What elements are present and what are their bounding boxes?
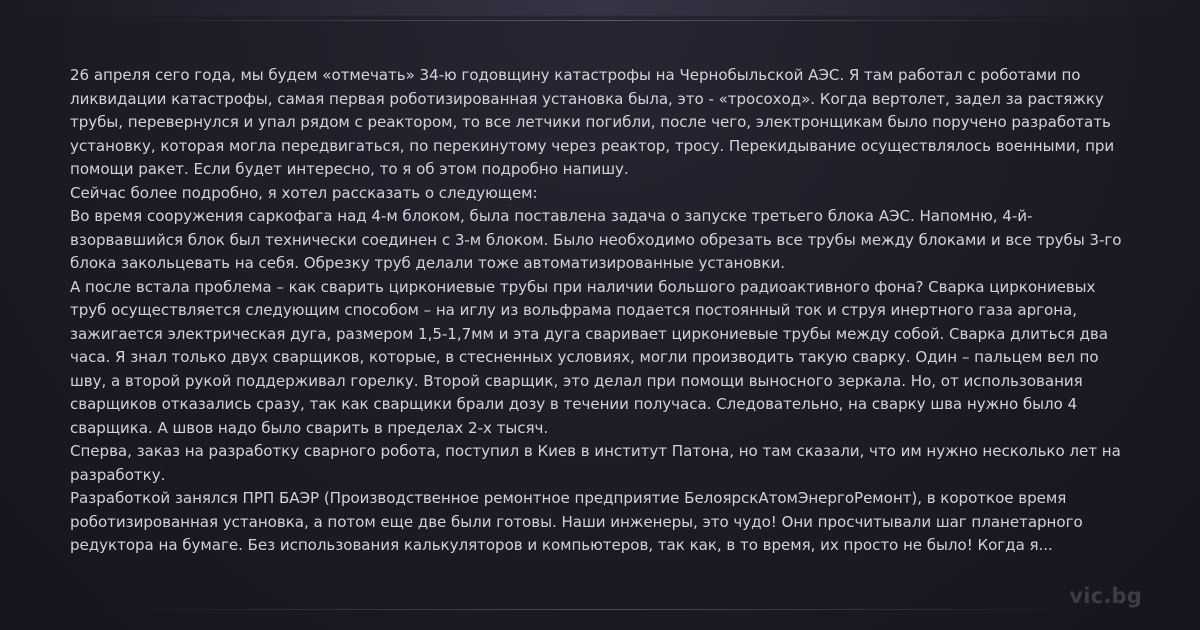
paragraph-3: Во время сооружения саркофага над 4-м блоком, была поставлена задача о запуске третьего блока АЭС. Напомню, 4-й-взорвавшийся блок был технически соединен с 3-м блоком. Было необходимо обрезать все трубы между блоками и все трубы 3-го блока закольцевать на себя. Обрезку труб делали тоже автоматизированные установки. bbox=[70, 207, 1122, 272]
paragraph-6: Разработкой занялся ПРП БАЭР (Производственное ремонтное предприятие БелоярскАтомЭнергоРемонт), в короткое время роботизированная установка, а потом еще две были готовы. Наши инженеры, это чудо! Они просчитывали шаг планетарного редуктора на бумаге. Без использования калькуляторов и компьютеров, так как, в то время, их просто не было! Когда я... bbox=[70, 489, 1083, 554]
site-watermark: vic.bg bbox=[1069, 584, 1142, 608]
top-glow bbox=[0, 0, 1200, 26]
article-text bbox=[70, 64, 1134, 558]
paragraph-5: Сперва, заказ на разработку сварного робота, поступил в Киев в институт Патона, но там сказали, что им нужно несколько лет на разработку. bbox=[70, 442, 1121, 484]
bottom-divider bbox=[90, 609, 1110, 610]
paragraph-2: Сейчас более подробно, я хотел рассказать о следующем: bbox=[70, 183, 538, 202]
paragraph-1: 26 апреля сего года, мы будем «отмечать» 34-ю годовщину катастрофы на Чернобыльской АЭС. Я там работал с роботами по ликвидации катастрофы, самая первая роботизированная установка была, это - «тросоход». Когда вертолет, задел за растяжку трубы, перевернулся и упал рядом с реактором, то все летчики погибли, после чего, электронщикам было поручено разработать установку, которая могла передвигаться, по перекинутому через реактор, тросу. Перекидывание осуществлялось военными, при помощи ракет. Если будет интересно, то я об этом подробно напишу. bbox=[70, 66, 1115, 178]
top-divider bbox=[90, 20, 1110, 21]
paragraph-4: А после встала проблема – как сварить циркониевые трубы при наличии большого радиоактивного фона? Сварка циркониевых труб осуществляется следующим способом – на иглу из вольфрама подается постоянный ток и струя инертного газа аргона, зажигается электрическая дуга, размером 1,5-1,7мм и эта дуга сваривает циркониевые трубы между собой. Сварка длиться два часа. Я знал только двух сварщиков, которые, в стесненных условиях, могли производить такую сварку. Один – пальцем вел по шву, а второй рукой поддерживал горелку. Второй сварщик, это делал при помощи выносного зеркала. Но, от использования сварщиков отказались сразу, так как сварщики брали дозу в течении получаса. Следовательно, на сварку шва нужно было 4 сварщика. А швов надо было сварить в пределах 2-х тысяч. bbox=[70, 277, 1108, 437]
